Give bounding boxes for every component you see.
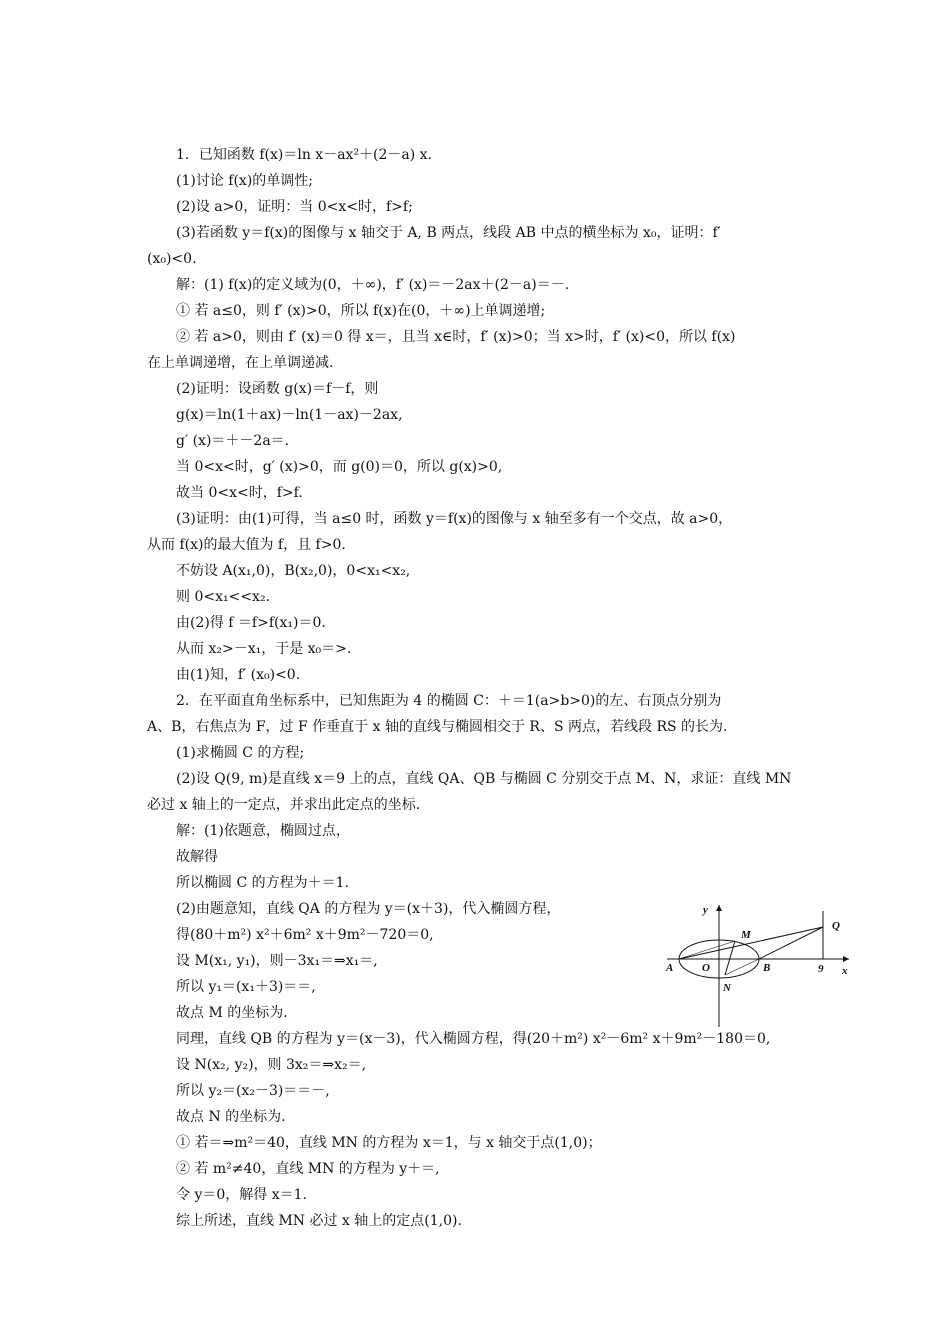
x-axis-arrow: [843, 956, 849, 962]
text-line: 由(2)得 f ＝f>f(x₁)＝0.: [176, 615, 326, 631]
point-o-label: O: [702, 962, 710, 974]
text-line: 设 M(x₁, y₁)，则－3x₁＝⇒x₁＝,: [176, 953, 378, 969]
x-axis-label: x: [842, 965, 848, 977]
point-n-label: N: [723, 982, 731, 994]
text-line: 得(80＋m²) x²＋6m² x＋9m²－720＝0,: [176, 927, 434, 943]
text-line: 故点 N 的坐标为.: [176, 1109, 286, 1125]
text-line: ① 若＝⇒m²＝40，直线 MN 的方程为 x＝1，与 x 轴交于点(1,0)；: [176, 1135, 602, 1151]
text-line: 所以椭圆 C 的方程为＋＝1.: [176, 875, 349, 891]
problem-2-statement: 2．在平面直角坐标系中，已知焦距为 4 的椭圆 C：＋＝1(a>b>0)的左、右顶点分别为: [176, 693, 722, 709]
text-line: 故解得: [176, 849, 218, 865]
text-line: 解：(1)依题意，椭圆过点，: [176, 823, 350, 839]
text-line: ① 若 a≤0，则 f′ (x)>0，所以 f(x)在(0，＋∞)上单调递增;: [176, 303, 546, 319]
text-line: 解：(1) f(x)的定义域为(0，＋∞)，f′ (x)＝－2ax＋(2－a)＝－.: [176, 277, 570, 293]
text-line: 设 N(x₂, y₂)，则 3x₂＝⇒x₂＝,: [176, 1057, 367, 1073]
text-line: 同理，直线 QB 的方程为 y＝(x－3)，代入椭圆方程，得(20＋m²) x²－6m² x＋9m²－180＝0,: [176, 1031, 771, 1047]
text-line: (1)讨论 f(x)的单调性;: [176, 173, 313, 189]
text-line: ② 若 m²≠40，直线 MN 的方程为 y＋＝,: [176, 1161, 440, 1177]
tick-9-label: 9: [818, 963, 824, 975]
text-line: 所以 y₁＝(x₁＋3)＝＝,: [176, 979, 316, 995]
text-line: 从而 x₂>－x₁，于是 x₀＝>.: [176, 641, 352, 657]
segment-nb: [725, 959, 759, 975]
text-line: 故点 M 的坐标为.: [176, 1005, 288, 1021]
text-line: (2)由题意知，直线 QA 的方程为 y＝(x＋3)，代入椭圆方程，: [176, 901, 561, 917]
text-line: g(x)＝ln(1＋ax)－ln(1－ax)－2ax,: [176, 407, 403, 423]
text-line: 故当 0<x<时，f>f.: [176, 485, 303, 501]
text-line: 令 y＝0，解得 x＝1.: [176, 1187, 307, 1203]
ellipse-figure: [657, 897, 857, 1037]
point-a-label: A: [666, 962, 674, 974]
text-line: (2)设 Q(9, m)是直线 x＝9 上的点，直线 QA、QB 与椭圆 C 分别交于点 M、N，求证：直线 MN: [176, 771, 792, 787]
line-qa: [679, 927, 823, 959]
text-line: (2)证明：设函数 g(x)＝f－f，则: [176, 381, 379, 397]
text-line: 不妨设 A(x₁,0)，B(x₂,0)，0<x₁<x₂,: [176, 563, 411, 579]
point-q-label: Q: [832, 920, 840, 932]
text-line: (x₀)<0.: [147, 251, 197, 267]
text-line: ② 若 a>0，则由 f′ (x)＝0 得 x＝，且当 x∈时，f′ (x)>0；当 x>时，f′ (x)<0，所以 f(x): [176, 329, 736, 345]
text-line: 当 0<x<时，g′ (x)>0，而 g(0)＝0，所以 g(x)>0,: [176, 459, 503, 475]
text-line: g′ (x)＝＋－2a＝.: [176, 433, 290, 449]
line-qb: [759, 927, 823, 959]
text-line: 综上所述，直线 MN 必过 x 轴上的定点(1,0).: [176, 1213, 462, 1229]
problem-1-statement: 1．已知函数 f(x)＝ln x－ax²＋(2－a) x.: [176, 147, 433, 163]
text-line: 必过 x 轴上的一定点，并求出此定点的坐标.: [147, 797, 421, 813]
point-m-label: M: [741, 929, 751, 941]
text-line: 则 0<x₁<<x₂.: [176, 589, 271, 605]
text-line: 所以 y₂＝(x₂－3)＝＝－,: [176, 1083, 330, 1099]
text-line: 由(1)知，f′ (x₀)<0.: [176, 667, 301, 683]
text-line: (1)求椭圆 C 的方程;: [176, 745, 305, 761]
line-mn: [725, 941, 735, 975]
text-line: 在上单调递增，在上单调递减.: [147, 355, 334, 371]
text-line: 从而 f(x)的最大值为 f，且 f>0.: [147, 537, 346, 553]
text-line: A、B，右焦点为 F，过 F 作垂直于 x 轴的直线与椭圆相交于 R、S 两点，若线段 RS 的长为.: [147, 719, 728, 735]
segment-am: [679, 941, 735, 959]
point-b-label: B: [763, 962, 771, 974]
text-line: (3)若函数 y＝f(x)的图像与 x 轴交于 A, B 两点，线段 AB 中点的横坐标为 x₀，证明：f′: [176, 225, 721, 241]
text-line: (2)设 a>0，证明：当 0<x<时，f>f;: [176, 199, 413, 215]
y-axis-arrow: [716, 905, 722, 911]
text-line: (3)证明：由(1)可得，当 a≤0 时，函数 y＝f(x)的图像与 x 轴至多有一个交点，故 a>0，: [176, 511, 733, 527]
y-axis-label: y: [703, 904, 708, 916]
